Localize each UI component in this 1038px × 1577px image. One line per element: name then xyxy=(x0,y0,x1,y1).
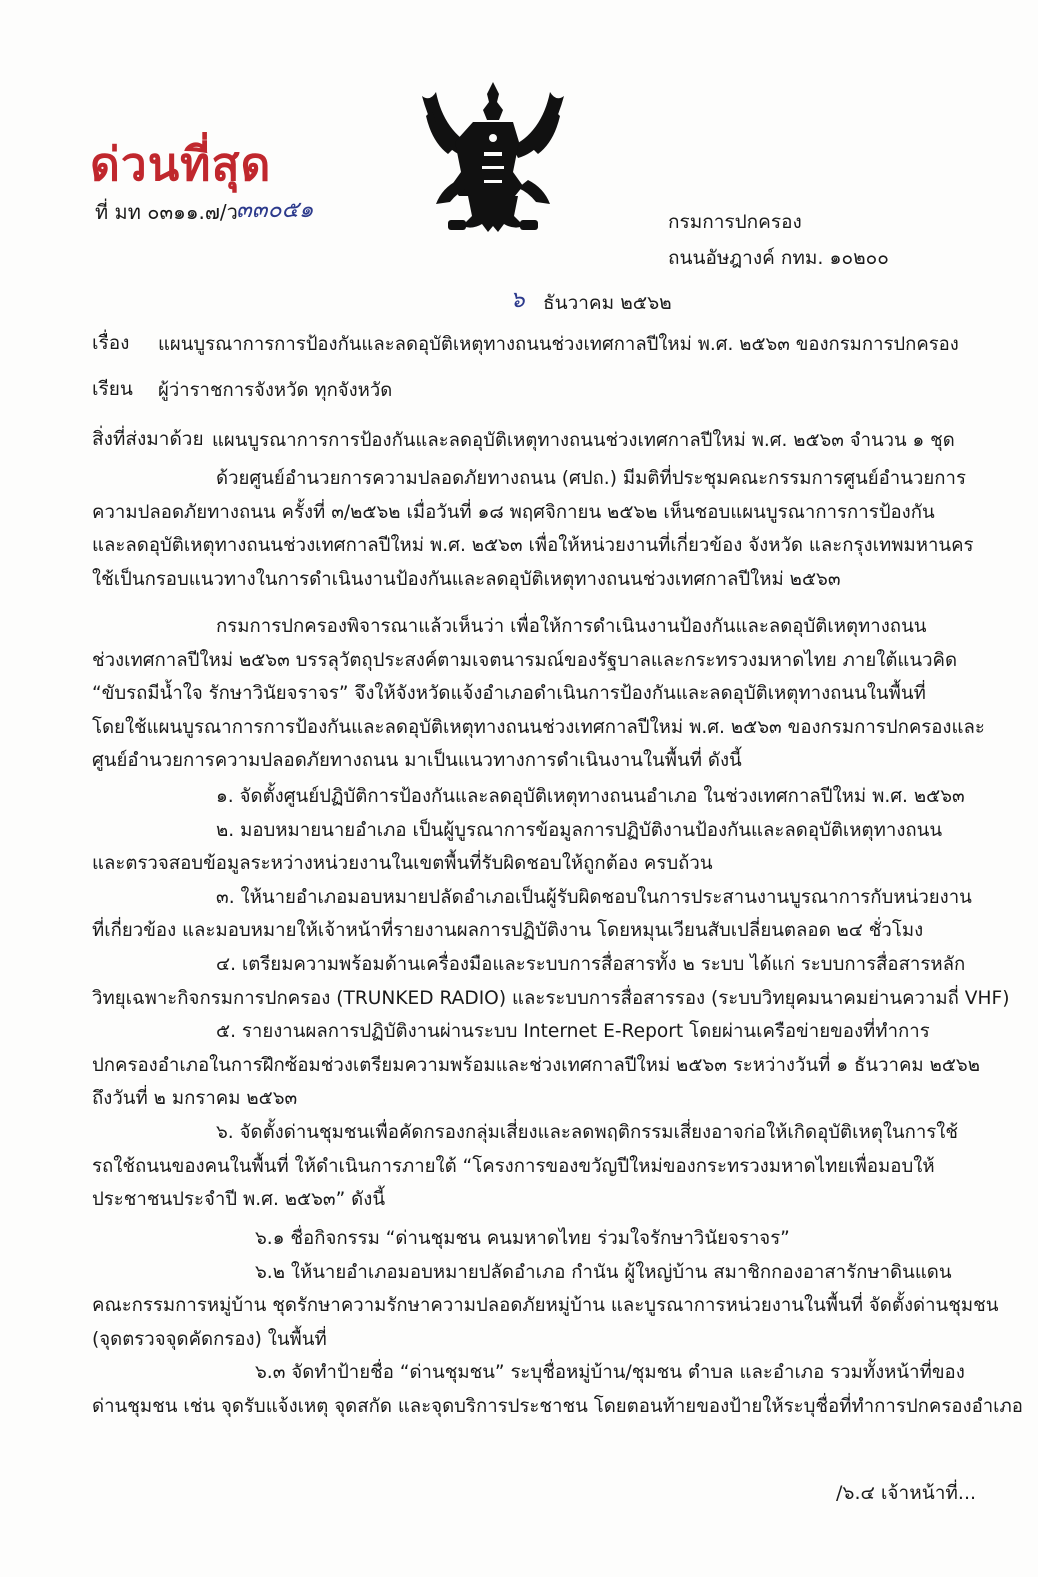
recipient-label: เรียน xyxy=(92,378,133,400)
paragraph-line: ใช้เป็นกรอบแนวทางในการดำเนินงานป้องกันและลดอุบัติเหตุทางถนนช่วงเทศกาลปีใหม่ ๒๕๖๓ xyxy=(92,568,841,590)
sub-item-6-2-line: (จุดตรวจจุดคัดกรอง) ในพื้นที่ xyxy=(92,1328,327,1350)
item-6-line: รถใช้ถนนของคนในพื้นที่ ให้ดำเนินการภายใต้ “โครงการของขวัญปีใหม่ของกระทรวงมหาดไทยเพื่อมอบให้ xyxy=(92,1155,935,1177)
paragraph-line: “ขับรถมีน้ำใจ รักษาวินัยจราจร” จึงให้จังหวัดแจ้งอำเภอดำเนินการป้องกันและลดอุบัติเหตุทางถนนในพื้นที่ xyxy=(92,683,926,705)
document-number-handwritten: ๓๓๐๕๑ xyxy=(236,197,314,223)
item-2-line: ๒. มอบหมายนายอำเภอ เป็นผู้บูรณาการข้อมูลการปฏิบัติงานป้องกันและลดอุบัติเหตุทางถนน xyxy=(216,819,943,841)
date-month-year: ธันวาคม ๒๕๖๒ xyxy=(543,292,672,314)
item-4-line: ๔. เตรียมความพร้อมด้านเครื่องมือและระบบการสื่อสารทั้ง ๒ ระบบ ได้แก่ ระบบการสื่อสารหลัก xyxy=(216,953,966,975)
organization-name: กรมการปกครอง xyxy=(668,211,802,233)
item-1-line: ๑. จัดตั้งศูนย์ปฏิบัติการป้องกันและลดอุบัติเหตุทางถนนอำเภอ ในช่วงเทศกาลปีใหม่ พ.ศ. ๒๕๖๓ xyxy=(216,786,965,807)
item-6-line: ๖. จัดตั้งด่านชุมชนเพื่อคัดกรองกลุ่มเสี่ยงและลดพฤติกรรมเสี่ยงอาจก่อให้เกิดอุบัติเหตุในการใช้ xyxy=(216,1121,958,1143)
organization-address: ถนนอัษฎางค์ กทม. ๑๐๒๐๐ xyxy=(668,247,889,269)
subject-value: แผนบูรณาการการป้องกันและลดอุบัติเหตุทางถนนช่วงเทศกาลปีใหม่ พ.ศ. ๒๕๖๓ ของกรมการปกครอง xyxy=(158,334,959,355)
item-3-line: ๓. ให้นายอำเภอมอบหมายปลัดอำเภอเป็นผู้รับผิดชอบในการประสานงานบูรณาการกับหน่วยงาน xyxy=(216,886,972,908)
document-number-label: ที่ มท ๐๓๑๑.๗/ว xyxy=(95,200,238,224)
paragraph-background xyxy=(92,462,974,596)
paragraph-line: ศูนย์อำนวยการความปลอดภัยทางถนน มาเป็นแนวทางการดำเนินงานในพื้นที่ ดังนี้ xyxy=(92,750,742,772)
sub-item-6-2-line: ๖.๒ ให้นายอำเภอมอบหมายปลัดอำเภอ กำนัน ผู้ใหญ่บ้าน สมาชิกกองอาสารักษาดินแดน xyxy=(255,1261,952,1283)
date-day-handwritten: ๖ xyxy=(510,287,525,313)
sub-item-6-3-line: ๖.๓ จัดทำป้ายชื่อ “ด่านชุมชน” ระบุชื่อหมู่บ้าน/ชุมชน ตำบล และอำเภอ รวมทั้งหน้าที่ของ xyxy=(255,1362,965,1384)
paragraph-line: และลดอุบัติเหตุทางถนนช่วงเทศกาลปีใหม่ พ.ศ. ๒๕๖๓ เพื่อให้หน่วยงานที่เกี่ยวข้อง จังหวัด และกรุงเทพมหานคร xyxy=(92,535,974,557)
sub-items xyxy=(92,1222,1023,1424)
paragraph-line: กรมการปกครองพิจารณาแล้วเห็นว่า เพื่อให้การดำเนินงานป้องกันและลดอุบัติเหตุทางถนน xyxy=(216,616,927,637)
paragraph-line: ด้วยศูนย์อำนวยการความปลอดภัยทางถนน (ศปถ.) มีมติที่ประชุมคณะกรรมการศูนย์อำนวยการ xyxy=(216,468,966,489)
recipient-value: ผู้ว่าราชการจังหวัด ทุกจังหวัด xyxy=(158,380,393,401)
sub-item-6-3-line: ด่านชุมชน เช่น จุดรับแจ้งเหตุ จุดสกัด และจุดบริการประชาชน โดยตอนท้ายของป้ายให้ระบุชื่อที่ทำการปกครองอำเภอ xyxy=(92,1395,1023,1417)
numbered-items xyxy=(92,780,1010,1217)
urgent-stamp: ด่วนที่สุด xyxy=(90,137,272,191)
enclosure-label: สิ่งที่ส่งมาด้วย xyxy=(92,428,204,450)
item-2-line: และตรวจสอบข้อมูลระหว่างหน่วยงานในเขตพื้นที่รับผิดชอบให้ถูกต้อง ครบถ้วน xyxy=(92,853,713,875)
enclosure-value: แผนบูรณาการการป้องกันและลดอุบัติเหตุทางถนนช่วงเทศกาลปีใหม่ พ.ศ. ๒๕๖๓ จำนวน ๑ ชุด xyxy=(212,430,955,451)
item-3-line: ที่เกี่ยวข้อง และมอบหมายให้เจ้าหน้าที่รายงานผลการปฏิบัติงาน โดยหมุนเวียนสับเปลี่ยนตลอด ๒๔ ชั่วโมง xyxy=(92,920,924,942)
sub-item-6-2-line: คณะกรรมการหมู่บ้าน ชุดรักษาความรักษาความปลอดภัยหมู่บ้าน และบูรณาการหน่วยงานในพื้นที่ จัดตั้งด่านชุมชน xyxy=(92,1295,999,1317)
paragraph-consideration xyxy=(92,610,985,778)
continuation-marker: /๖.๔ เจ้าหน้าที่... xyxy=(836,1482,977,1504)
item-5-line: ๕. รายงานผลการปฏิบัติงานผ่านระบบ Internet E-Report โดยผ่านเครือข่ายของที่ทำการ xyxy=(216,1021,930,1043)
item-4-line: วิทยุเฉพาะกิจกรมการปกครอง (TRUNKED RADIO) และระบบการสื่อสารรอง (ระบบวิทยุคมนาคมย่านความถี่ VHF) xyxy=(92,987,1010,1009)
paragraph-line: โดยใช้แผนบูรณาการการป้องกันและลดอุบัติเหตุทางถนนช่วงเทศกาลปีใหม่ พ.ศ. ๒๕๖๓ ของกรมการปกครองและ xyxy=(92,716,985,738)
item-5-line: ถึงวันที่ ๒ มกราคม ๒๕๖๓ xyxy=(92,1088,298,1110)
item-6-line: ประชาชนประจำปี พ.ศ. ๒๕๖๓” ดังนี้ xyxy=(92,1189,386,1211)
subject-label: เรื่อง xyxy=(92,332,130,354)
paragraph-line: ความปลอดภัยทางถนน ครั้งที่ ๓/๒๕๖๒ เมื่อวันที่ ๑๘ พฤศจิกายน ๒๕๖๒ เห็นชอบแผนบูรณาการการป้องกัน xyxy=(92,501,935,523)
item-5-line: ปกครองอำเภอในการฝึกซ้อมช่วงเตรียมความพร้อมและช่วงเทศกาลปีใหม่ ๒๕๖๓ ระหว่างวันที่ ๑ ธันวาคม ๒๕๖๒ xyxy=(92,1054,980,1076)
garuda-emblem-icon xyxy=(418,76,568,242)
sub-item-6-1-line: ๖.๑ ชื่อกิจกรรม “ด่านชุมชน คนมหาดไทย ร่วมใจรักษาวินัยจราจร” xyxy=(255,1228,790,1249)
paragraph-line: ช่วงเทศกาลปีใหม่ ๒๕๖๓ บรรลุวัตถุประสงค์ตามเจตนารมณ์ของรัฐบาลและกระทรวงมหาดไทย ภายใต้แนวคิด xyxy=(92,649,958,671)
